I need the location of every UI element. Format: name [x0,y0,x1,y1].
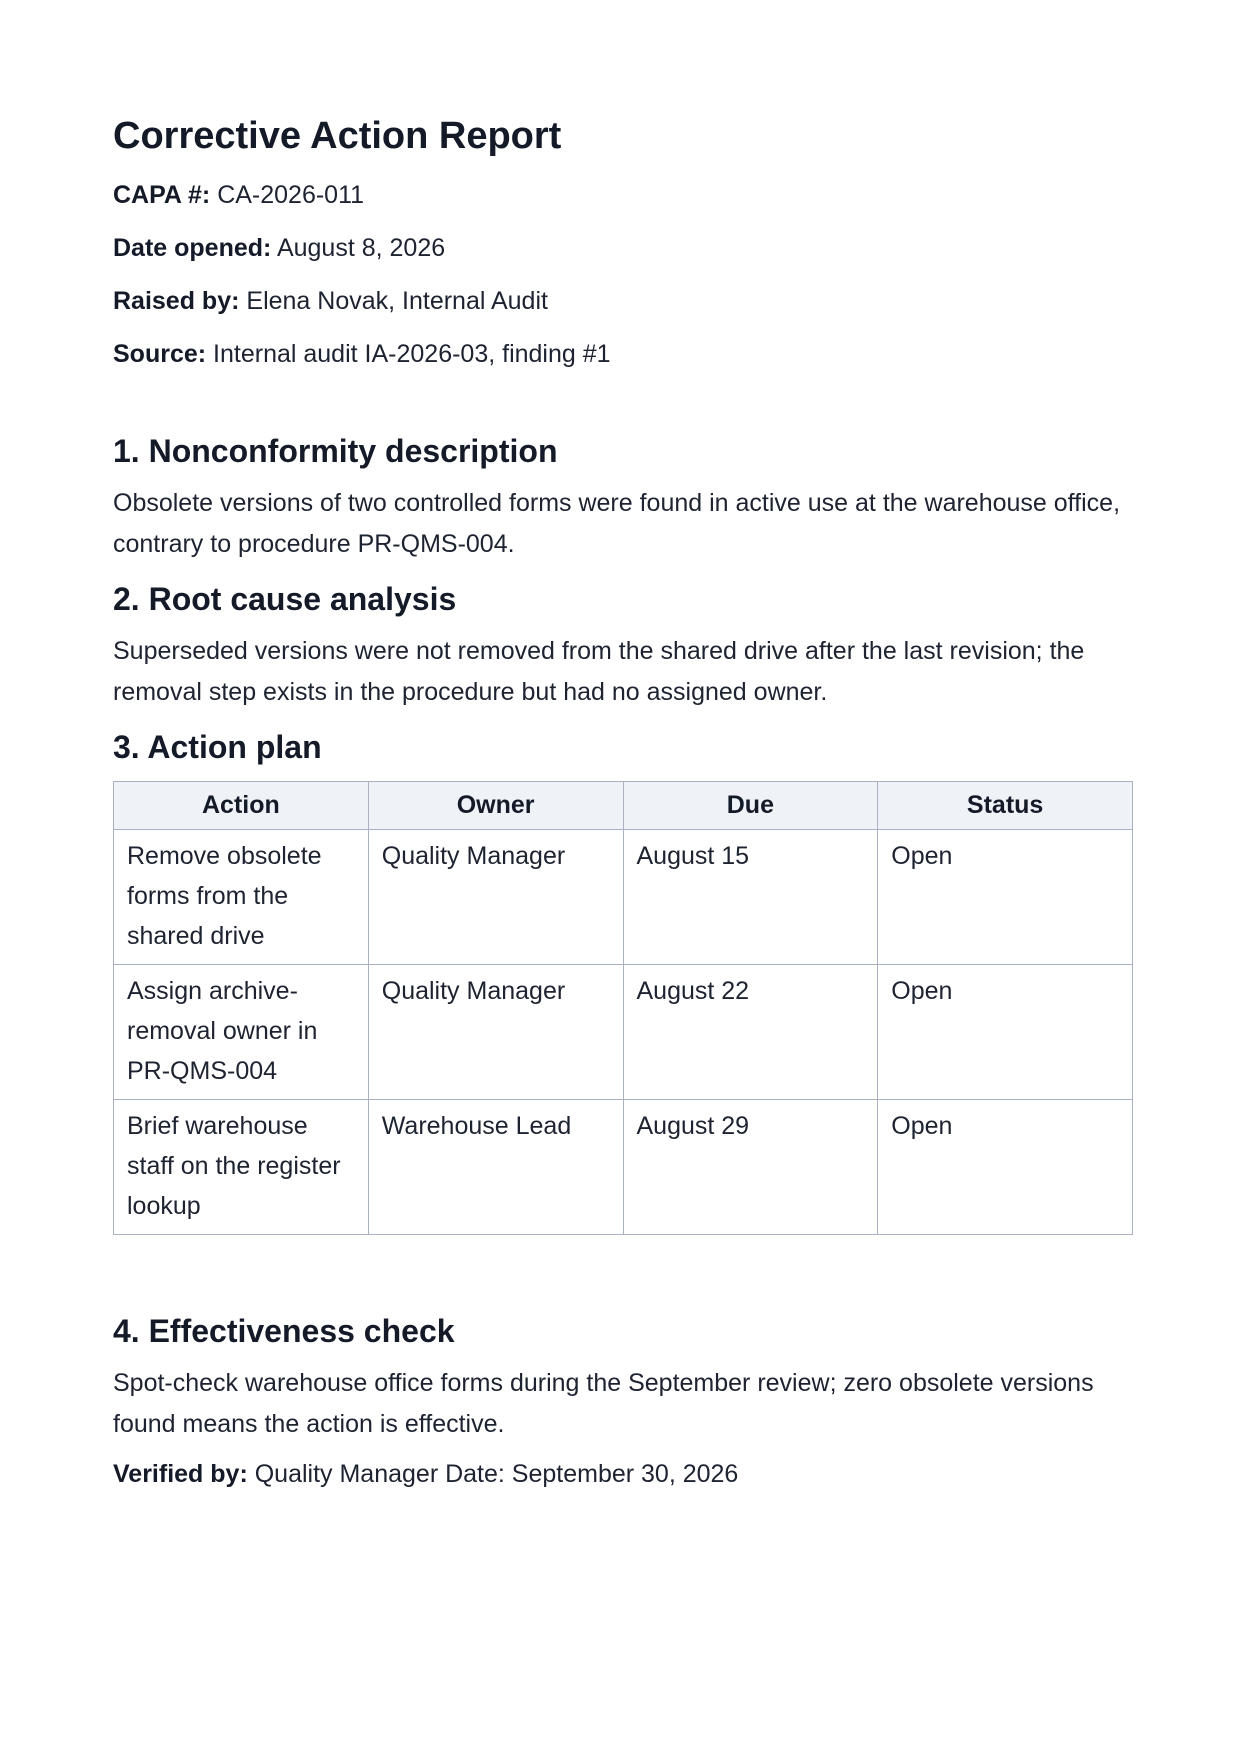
verified-by-line [113,1459,1129,1489]
section-nonconformity [113,431,1129,565]
section-text: Superseded versions were not removed from the shared drive after the last revision; the removal step exists in the procedure but had no assigned owner. [113,637,1085,706]
section-text: Spot-check warehouse office forms during the September review; zero obsolete versions found means the action is effective. [113,1369,1094,1438]
cell-action: Assign archive-removal owner in PR-QMS-004 [114,965,369,1100]
cell-owner: Quality Manager [368,965,623,1100]
cell-due: August 22 [623,965,878,1100]
meta-value: CA-2026-011 [217,181,365,209]
meta-label: CAPA #: [113,181,211,209]
cell-action: Remove obsolete forms from the shared drive [114,830,369,965]
meta-value: August 8, 2026 [276,234,446,262]
meta-value: Internal audit IA-2026-03, finding #1 [213,340,611,368]
meta-label: Raised by: [113,287,240,315]
report-title: Corrective Action Report [113,115,562,157]
cell-due: August 29 [623,1100,878,1235]
section-heading: 3. Action plan [113,729,322,765]
meta-capa-number [113,180,1129,210]
section-heading: 4. Effectiveness check [113,1313,455,1349]
meta-source [113,339,1129,369]
action-plan-table [113,781,1133,1235]
cell-owner: Quality Manager [368,830,623,965]
column-header-status: Status [878,782,1133,830]
meta-raised-by [113,286,1129,316]
table-row [114,965,1133,1100]
verified-label: Verified by: [113,1460,248,1488]
meta-block [113,180,1129,369]
cell-status: Open [878,1100,1133,1235]
meta-date-opened [113,233,1129,263]
cell-status: Open [878,830,1133,965]
section-text: Obsolete versions of two controlled forms were found in active use at the warehouse office, contrary to procedure PR-QMS-004. [113,489,1121,558]
section-heading: 2. Root cause analysis [113,581,457,617]
column-header-due: Due [623,782,878,830]
section-root-cause [113,579,1129,713]
column-header-owner: Owner [368,782,623,830]
section-heading: 1. Nonconformity description [113,433,558,469]
section-action-plan [113,727,1129,1235]
meta-value: Elena Novak, Internal Audit [246,287,548,315]
table-header-row [114,782,1133,830]
cell-status: Open [878,965,1133,1100]
cell-action: Brief warehouse staff on the register lookup [114,1100,369,1235]
cell-owner: Warehouse Lead [368,1100,623,1235]
cell-due: August 15 [623,830,878,965]
table-row [114,1100,1133,1235]
section-effectiveness [113,1311,1129,1489]
verified-value: Quality Manager Date: September 30, 2026 [254,1460,739,1488]
meta-label: Source: [113,340,207,368]
meta-label: Date opened: [113,234,272,262]
column-header-action: Action [114,782,369,830]
table-row [114,830,1133,965]
